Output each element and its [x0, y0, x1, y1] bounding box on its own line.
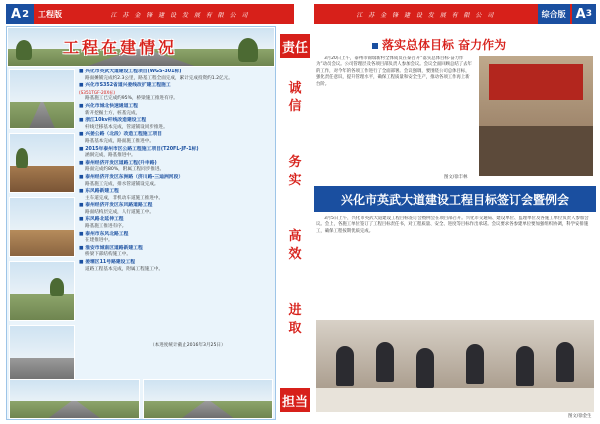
project-list	[79, 69, 273, 374]
project-heading: ■ 泰州市东风北路工程	[79, 232, 273, 239]
left-page-number	[6, 4, 34, 24]
project-item	[79, 161, 273, 174]
project-body: 桥梁下部结构施工中。	[85, 252, 131, 258]
project-body: 道路工程基本完成，附属工程施工中。	[85, 266, 164, 272]
construction-photo	[9, 133, 75, 193]
slogan-char: 务	[288, 155, 302, 170]
project-heading: ■ 兴化市S352省道兴姜线改扩建工程施工	[79, 83, 273, 90]
project-item	[79, 217, 273, 230]
project-body: 涵洞完成，路基推进中。	[85, 153, 136, 159]
page-letter: A	[575, 6, 586, 22]
project-body: 主车道完成，非机动车道施工推进中。	[85, 195, 164, 201]
project-heading: ■ 2015年泰州市区公路工程施工项目(T20FL-JF-1标)	[79, 147, 273, 154]
project-body: 路面结构层完成，人行道施工中。	[85, 209, 154, 215]
slogan-top-badge: 责任	[280, 34, 310, 58]
left-page-header	[6, 4, 294, 24]
right-company-name: 江 苏 金 锋 建 设 发 展 有 限 公 司	[356, 11, 496, 19]
project-heading: ■ 浙江10kv杆线改造建设工程	[79, 118, 273, 125]
signing-meeting-photo	[316, 320, 594, 412]
meeting-photo	[479, 56, 593, 176]
right-section-label: 综合版	[538, 4, 570, 24]
project-heading: ■ 泰州经济开发区东风路道路工程	[79, 203, 273, 210]
project-body: 路基施工推进有序。	[85, 224, 127, 230]
article1-title: 落实总体目标 奋力作为	[372, 36, 506, 53]
project-heading: ■ 兴化市英武大道建设工程项目(WGS-301标)	[79, 69, 273, 76]
right-page-number	[572, 4, 596, 24]
page-letter: A	[11, 6, 22, 22]
project-heading: ■ 淮安市城南区道路新建工程	[79, 246, 273, 253]
slogan-char: 信	[288, 99, 302, 114]
construction-photo-column	[9, 69, 75, 389]
project-item	[79, 232, 273, 245]
article2-title: 兴化市英武大道建设工程目标签订会暨例会	[314, 186, 596, 212]
project-item	[79, 132, 273, 145]
project-heading: ■ 兴化市城北快速通道工程	[79, 104, 273, 111]
project-body: 路基施工已完成约95%，桥梁施工推进有序。	[85, 96, 178, 102]
page-num: 3	[585, 9, 592, 19]
construction-photo	[9, 197, 75, 257]
project-heading: ■ 兴姜公路（北段）改造工程施工项目	[79, 132, 273, 139]
project-item	[79, 69, 273, 82]
project-body: 新开挖掘土方，桩基完成，	[85, 110, 141, 116]
project-heading: ■ 泰州经济开发区东洲路（济川路-三迪洲河段）	[79, 175, 273, 182]
article2-body: 3月5日上午，兴化市英武大道建设工程目标签订会暨例会在项目部召开。兴化市交通局、建设单位、监理单位及各施工单位负责人参加会议。会上，各施工单位签订了工程目标责任书，对工程质量、安全、进度等目标作出承诺。会议要求各参建单位要加强组织协调，科学安排施工，确保工程按期优质完成。	[316, 216, 589, 234]
construction-photo	[9, 69, 75, 129]
slogan-char: 诚	[288, 81, 302, 96]
project-body: 路基施工完成，排水管道铺设完成。	[85, 181, 159, 187]
slogan-strip	[280, 26, 310, 420]
project-body: 路面摊铺完成约2.3公里，路基工程全面完成，累计完成投资约1.2亿元。	[85, 75, 233, 81]
right-page-header	[314, 4, 596, 24]
project-body: 路基基本完成，路面施工推进中。	[85, 138, 154, 144]
section-title: 工程在建情况	[63, 38, 178, 57]
project-body: 路面完成约80%，附属工程同步推进。	[85, 167, 165, 173]
project-item	[79, 260, 273, 273]
article2-caption: 图文/徐金生	[568, 414, 592, 419]
construction-photo	[9, 325, 75, 385]
project-item	[79, 246, 273, 259]
construction-photo	[143, 379, 274, 419]
slogan-char: 实	[288, 173, 302, 188]
title-banner-photo	[7, 27, 275, 67]
project-item	[79, 83, 273, 103]
project-heading: ■ 东风路北延伸工程	[79, 217, 273, 224]
slogan-char: 取	[288, 321, 302, 336]
bottom-photo-strip	[9, 379, 273, 419]
article1-caption: 图文/徐丰林	[444, 175, 468, 180]
left-section-label: 工程版	[38, 9, 63, 19]
left-company-name: 江 苏 金 锋 建 设 发 展 有 限 公 司	[110, 11, 250, 19]
article1-body: 3月20日上午，泰州市锦瑞新村全体成员在泰召开“落实总体目标·奋力作为”动员会议。公司管理层及各项目部负责人参加会议。会议全面回顾总结了去年的工作，对今年的各项工作进行了全面部署。会议强调，要围绕公司总体目标，强化责任意识，提升管理水平，确保工程质量和安全生产，推动各项工作再上新台阶。	[316, 56, 472, 87]
project-body: 杆线迁移基本完成，管道铺设同步推进。	[85, 124, 168, 130]
project-heading: ■ 东风路新建工程	[79, 189, 273, 196]
project-heading: ■ 泰州经济开发区道路工程(升申路)	[79, 161, 273, 168]
left-page	[6, 26, 276, 420]
project-body: 在建推进中。	[85, 238, 113, 244]
project-item	[79, 175, 273, 188]
project-subheading: (S351TGF-20X标)	[79, 89, 116, 95]
slogan-bottom-badge: 担当	[280, 388, 310, 412]
right-page	[314, 26, 596, 420]
progress-note: （本进度统计截止2016年3月25日）	[150, 343, 226, 348]
project-heading: ■ 姜堰区11号路建设工程	[79, 260, 273, 267]
project-item	[79, 104, 273, 117]
slogan-char: 效	[288, 247, 302, 262]
construction-photo	[9, 379, 140, 419]
project-item	[79, 203, 273, 216]
construction-photo	[9, 261, 75, 321]
project-item	[79, 147, 273, 160]
slogan-char: 高	[288, 229, 302, 244]
project-item	[79, 118, 273, 131]
project-item	[79, 189, 273, 202]
slogan-char: 进	[288, 303, 302, 318]
page-num: 2	[22, 8, 30, 20]
